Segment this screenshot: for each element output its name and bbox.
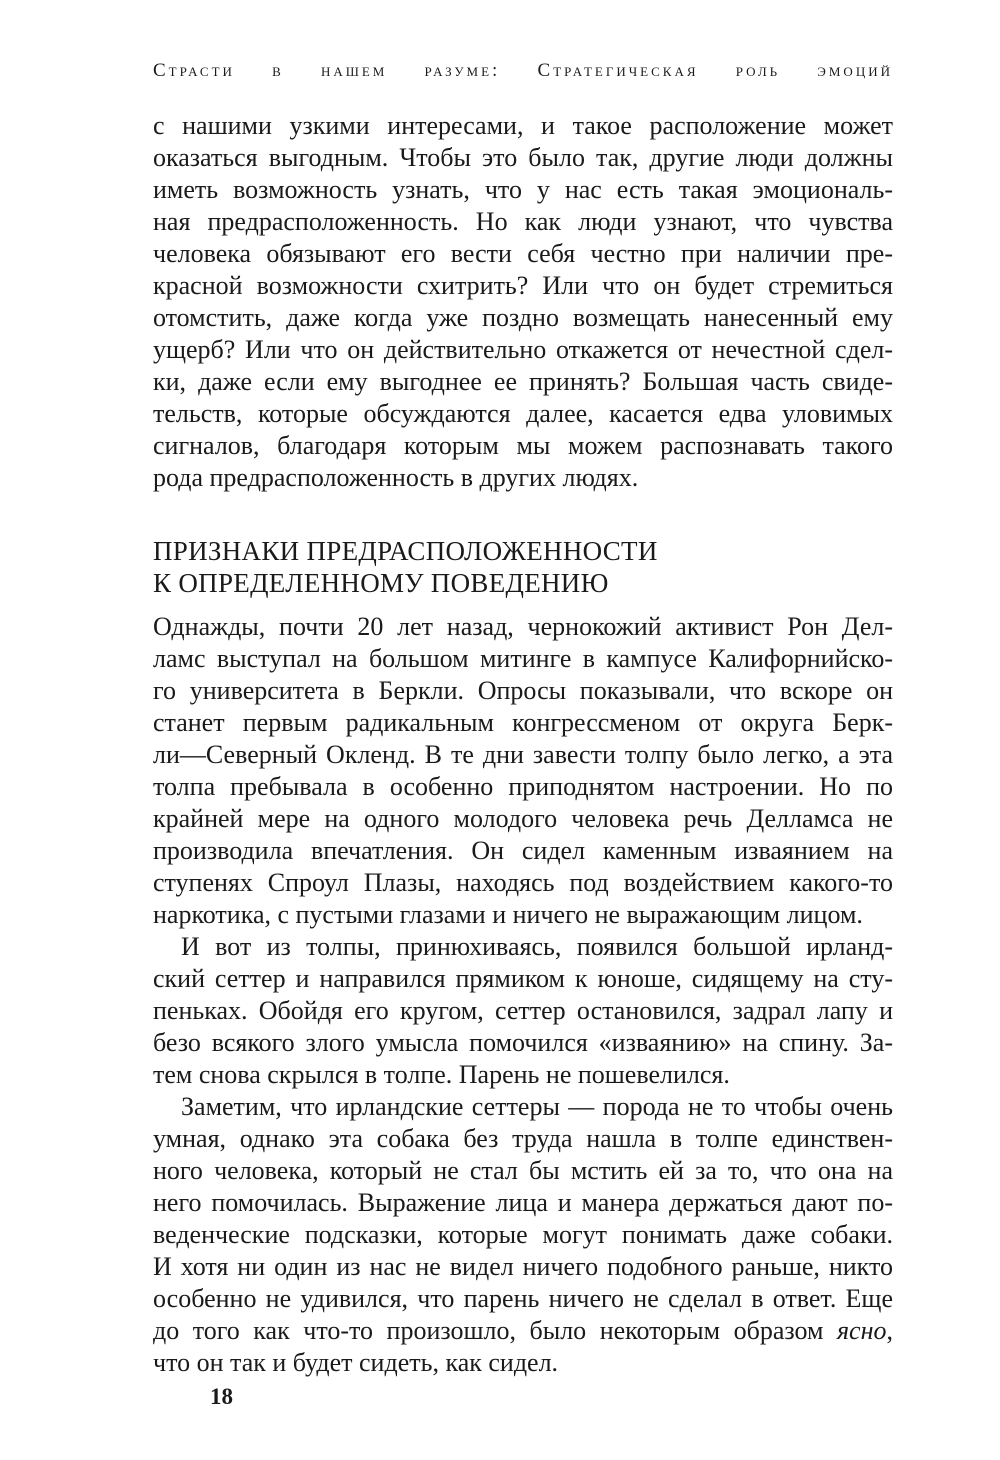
text-line: производила впечатления. Он сидел каменным изваянием на: [153, 836, 893, 865]
text-line: го университета в Беркли. Опросы показывали, что вскоре он: [153, 676, 893, 705]
section-heading-line: ПРИЗНАКИ ПРЕДРАСПОЛОЖЕННОСТИ: [153, 536, 658, 566]
text-line: крайней мере на одного молодого человека речь Делламса не: [153, 804, 893, 833]
text-line: Однажды, почти 20 лет назад, чернокожий активист Рон Дел-: [153, 612, 893, 641]
text-line: особенно не удивился, что парень ничего не сделал в ответ. Еще: [153, 1284, 893, 1313]
text-segment: до того как что-то произошло, было некоторым образом: [153, 1316, 837, 1345]
text-line: тельств, которые обсуждаются далее, касается едва уловимых: [153, 399, 893, 428]
paragraph-continuation: [153, 110, 893, 494]
text-line: безо всякого злого умысла помочился «изваянию» на спину. За-: [153, 1028, 893, 1057]
text-line: ступенях Спроул Плазы, находясь под воздействием какого-то: [153, 868, 893, 897]
text-line: И хотя ни один из нас не видел ничего подобного раньше, никто: [153, 1252, 893, 1281]
italic-word: ясно: [836, 1316, 887, 1345]
text-line: пеньках. Обойдя его кругом, сеттер остановился, задрал лапу и: [153, 996, 893, 1025]
text-line: ная предрасположенность. Но как люди узнают, что чувства: [153, 207, 893, 236]
text-line: человека обязывают его вести себя честно при наличии пре-: [153, 239, 893, 268]
text-line: ки, даже если ему выгоднее ее принять? Большая часть свиде-: [153, 367, 893, 396]
text-line: красной возможности схитрить? Или что он будет стремиться: [153, 271, 893, 300]
text-line: иметь возможность узнать, что у нас есть такая эмоциональ-: [153, 175, 893, 204]
text-line: ский сеттер и направился прямиком к юноше, сидящему на сту-: [153, 964, 893, 993]
paragraph: [153, 1091, 893, 1379]
page-number: 18: [210, 1384, 233, 1409]
text-line: наркотика, с пустыми глазами и ничего не выражающим лицом.: [153, 900, 863, 929]
running-head: Страсти в нашем разуме: Стратегическая роль эмоций: [153, 60, 893, 81]
text-line: ного человека, который не стал бы мстить ей за то, что она на: [153, 1156, 893, 1185]
text-line: Заметим, что ирландские сеттеры — порода не то чтобы очень: [181, 1092, 893, 1121]
text-line: умная, однако эта собака без труда нашла в толпе единствен-: [153, 1124, 893, 1153]
text-line: ущерб? Или что он действительно откажется от нечестной сдел-: [153, 335, 893, 364]
section-heading: [153, 535, 893, 599]
text-line: станет первым радикальным конгрессменом от округа Берк-: [153, 708, 893, 737]
text-segment: ,: [886, 1316, 893, 1345]
text-line: оказаться выгодным. Чтобы это было так, другие люди должны: [153, 143, 893, 172]
text-line: [153, 1315, 893, 1347]
text-line: него помочилась. Выражение лица и манера держаться дают по-: [153, 1188, 893, 1217]
text-line: ламс выступал на большом митинге в кампусе Калифорнийско-: [153, 644, 893, 673]
text-line: с нашими узкими интересами, и такое расположение может: [153, 111, 893, 140]
text-line: рода предрасположенность в других людях.: [153, 463, 639, 492]
text-line: толпа пребывала в особенно приподнятом настроении. Но по: [153, 772, 893, 801]
text-line: сигналов, благодаря которым мы можем распознавать такого: [153, 431, 893, 460]
text-line: отомстить, даже когда уже поздно возмещать нанесенный ему: [153, 303, 893, 332]
text-line: веденческие подсказки, которые могут понимать даже собаки.: [153, 1220, 893, 1249]
text-line: ли—Северный Окленд. В те дни завести толпу было легко, а эта: [153, 740, 893, 769]
section-heading-line: К ОПРЕДЕЛЕННОМУ ПОВЕДЕНИЮ: [153, 568, 609, 598]
paragraph: [153, 931, 893, 1091]
text-line: тем снова скрылся в толпе. Парень не пошевелился.: [153, 1060, 730, 1089]
paragraph: [153, 611, 893, 931]
text-line: И вот из толпы, принюхиваясь, появился большой ирланд-: [181, 932, 893, 961]
text-line: что он так и будет сидеть, как сидел.: [153, 1348, 559, 1377]
